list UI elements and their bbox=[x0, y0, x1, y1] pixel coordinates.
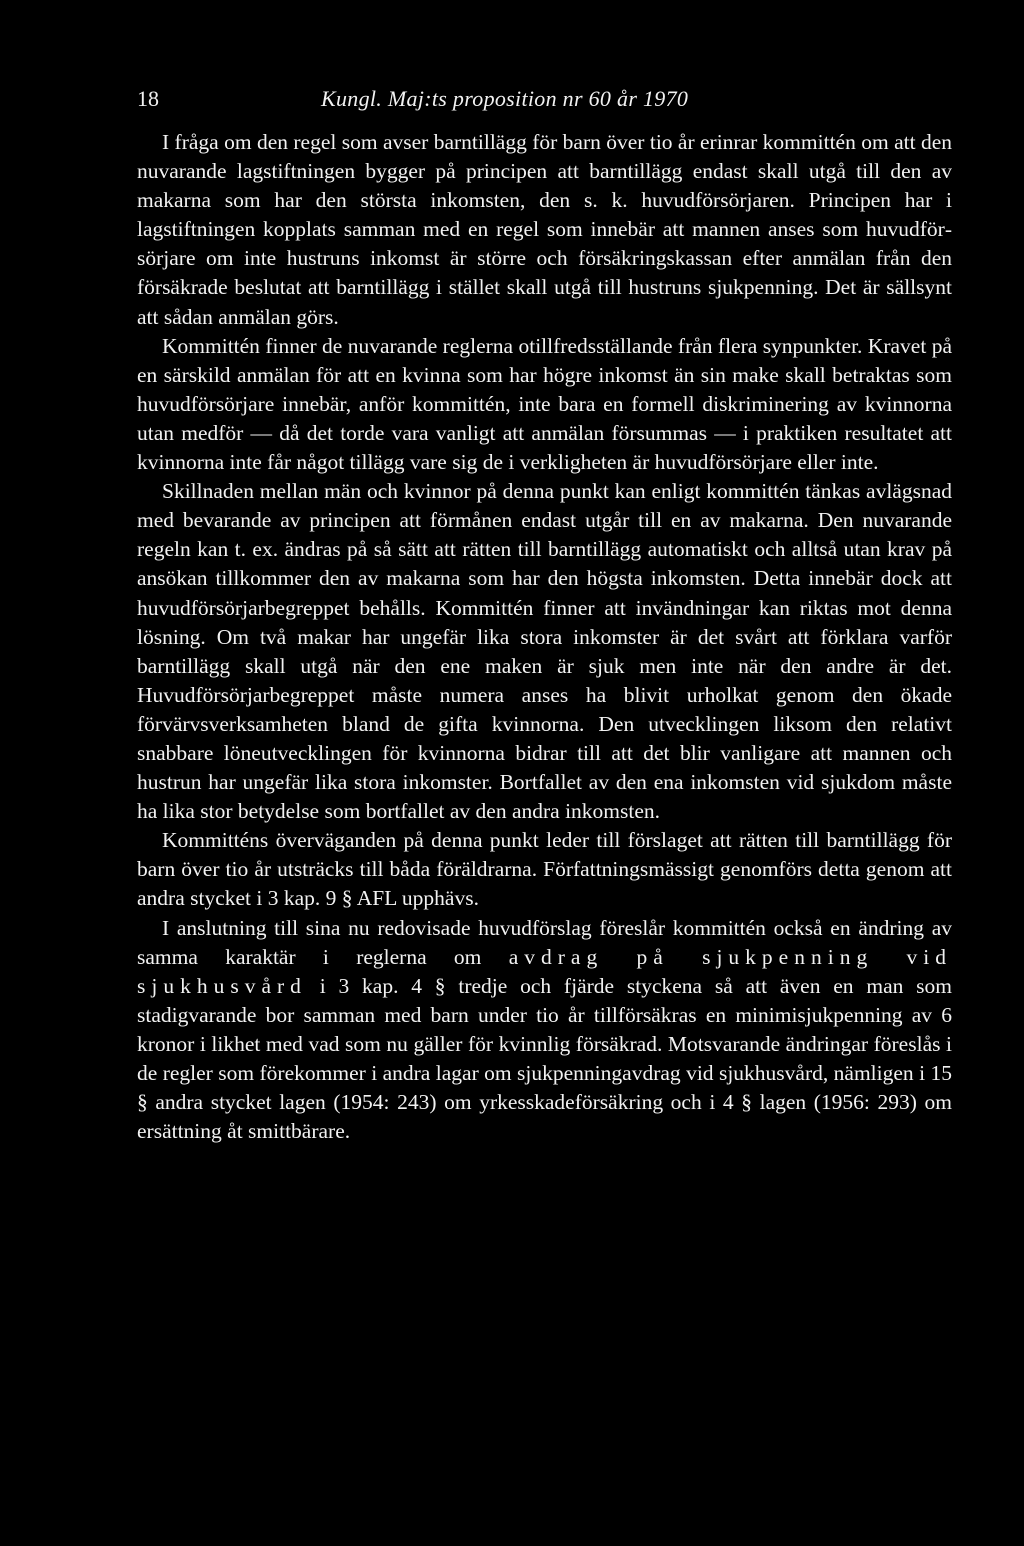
spaced-emphasis: avdrag på sjukpenning vid sjukhusvård bbox=[137, 944, 952, 998]
running-title: Kungl. Maj:ts proposition nr 60 år 1970 bbox=[321, 86, 689, 111]
paragraph-5-text-end: i 3 kap. 4 § tredje och fjärde styckena så att även en man som stadigvarande bor samman med barn under tio år tillförsäkras en minimisjukpenning av 6 kronor i likhet med vad som nu gäller för kvinnlig försäkrad. Motsvarande ändringar föreslås i de regler som förekommer i andra lagar om sjukpenningavdrag vid sjukhusvård, nämligen i 15 § andra stycket lagen (1954: 243) om yrkesskadeförsäkring och i 4 § lagen (1956: 293) om ersättning åt smittbärare. bbox=[137, 973, 952, 1144]
page-number: 18 bbox=[137, 86, 159, 111]
paragraph-3: Skillnaden mellan män och kvinnor på denna punkt kan enligt kommittén tänkas avlägsnad med bevarande av principen att förmånen endast utgår till en av makarna. Den nuvarande regeln kan t. ex. ändras på så sätt att rätten till barntillägg automatiskt och alltså utan krav på ansökan tillkommer den av makarna som har den högsta inkomsten. Detta innebär dock att huvudförsörjarbegreppet behålls. Kommittén finner att invändningar kan riktas mot denna lösning. Om två makar har ungefär lika stora inkomster är det svårt att förklara varför barntillägg skall utgå när den ene maken är sjuk men inte när den andre är det. Huvudförsörjarbegreppet måste numera anses ha blivit urholkat genom den ökade förvärvsverksamheten bland de gifta kvinnorna. Den utvecklingen liksom den relativt snabbare löneutvecklingen för kvinnorna bidrar till att det blir vanligare att mannen och hustrun har ungefär lika stora inkomster. Bortfallet av den ena inkomsten vid sjukdom måste ha lika stor betydelse som bortfallet av den andra inkomsten. bbox=[137, 479, 952, 824]
paragraph-5 bbox=[137, 914, 952, 1147]
page-header bbox=[137, 84, 952, 120]
paragraph-2: Kommittén finner de nuvarande reglerna otillfredsställande från flera synpunkter. Kravet på en särskild anmälan för att en kvinna som har högre inkomst än sin make skall betraktas som huvudförsörjare innebär, anför kommittén, inte bara en formell diskriminering av kvinnorna utan medför — då det torde vara vanligt att anmälan försummas — i praktiken resultatet att kvinnorna inte får något tillägg vare sig de i verkligheten är huvudförsörjare eller inte. bbox=[137, 333, 952, 475]
body-text bbox=[137, 128, 952, 1146]
paragraph-4: Kommitténs överväganden på denna punkt leder till förslaget att rätten till barntillägg för barn över tio år utsträcks till båda föräldrarna. Författningsmässigt genomförs detta genom att andra stycket i 3 kap. 9 § AFL upphävs. bbox=[137, 828, 952, 911]
paragraph-5-text-start: I anslutning till sina nu redovisade huvudförslag föreslår kommittén också en ändring av samma karaktär i reglerna om bbox=[137, 915, 952, 969]
paragraph-1: I fråga om den regel som avser barntillägg för barn över tio år erinrar kommittén om att den nuvarande lagstiftningen bygger på principen att barntillägg endast skall utgå till den av makarna som har den största inkomsten, den s. k. huvudförsörjaren. Principen har i lagstiftningen kopplats samman med en regel som innebär att mannen anses som huvudförsörjare om inte hustruns inkomst är större och försäkringskassan efter anmälan från den försäkrade beslutat att barntillägg i stället skall utgå till hustruns sjukpenning. Det är sällsynt att sådan anmälan görs. bbox=[137, 130, 952, 329]
document-page bbox=[137, 84, 952, 1146]
